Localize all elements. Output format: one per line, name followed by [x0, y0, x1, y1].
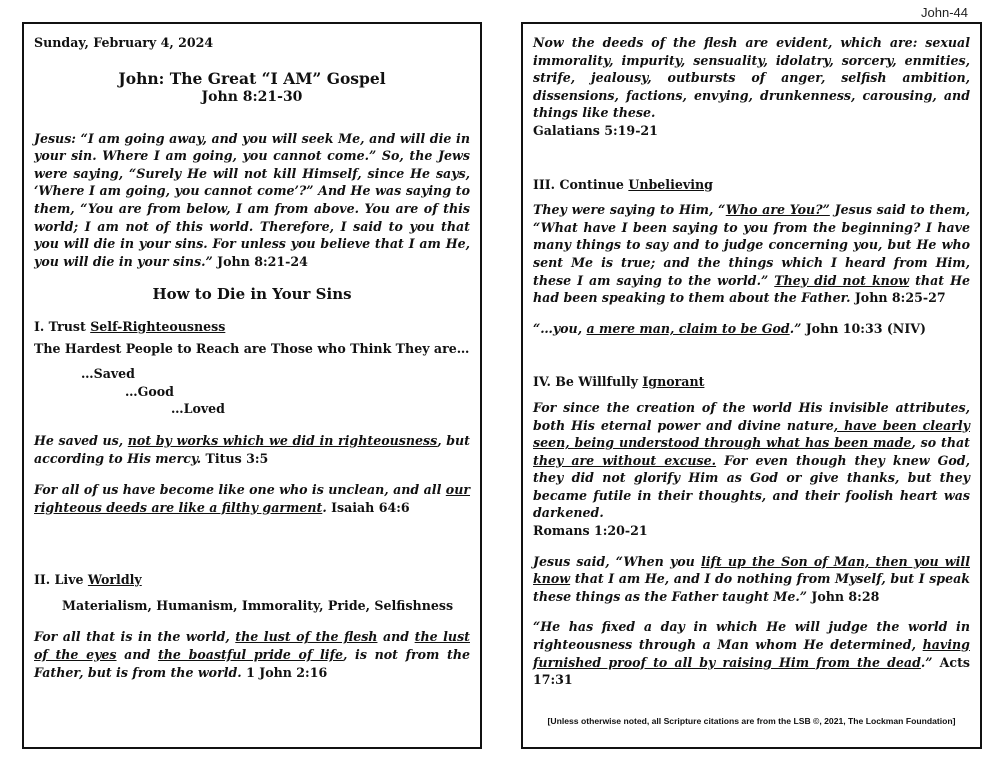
list-item-loved: …Loved [171, 401, 225, 417]
john-8-28-verse: Jesus said, “When you lift up the Son of Man, then you will know that I am He, and I do nothing from Myself, but I speak these things as the Father taught Me.” John 8:28 [533, 553, 970, 604]
page-tag: John-44 [921, 5, 968, 20]
point-3-prefix: III. Continue [533, 176, 629, 192]
john-8-25-reference: John 8:25-27 [850, 290, 946, 306]
point-2-prefix: II. Live [34, 572, 88, 588]
john-8-28-reference: John 8:28 [806, 588, 880, 604]
scripture-citation-footer: [Unless otherwise noted, all Scripture citations are from the LSB ©, 2021, The Lockman Foundation] [547, 716, 956, 727]
john-10-33-reference: John 10:33 (NIV) [801, 320, 926, 336]
list-item-saved: …Saved [81, 366, 135, 382]
point-1-statement: The Hardest People to Reach are Those who Think They are… [34, 340, 470, 356]
section-title: How to Die in Your Sins [152, 285, 352, 304]
right-panel [521, 22, 982, 749]
sermon-title: John: The Great “I AM” Gospel [118, 68, 386, 88]
1john-reference: 1 John 2:16 [241, 664, 328, 680]
1john-verse: For all that is in the world, the lust of the flesh and the lust of the eyes and the boastful pride of life, is not from the Father, but is from the world. 1 John 2:16 [34, 629, 470, 680]
point-2-heading [34, 571, 470, 589]
galatians-verse: Now the deeds of the flesh are evident, which are: sexual immorality, impurity, sensuality, idolatry, sorcery, enmities, strife, jealousy, outbursts of anger, selfish ambition, dissensions, factions, envying, drunkenness, carousing, and things like these. [533, 35, 970, 121]
point-1-keyword: Self-Righteousness [90, 318, 226, 334]
john-10-33-verse: “…you, a mere man, claim to be God.” John 10:33 (NIV) [533, 320, 926, 336]
point-2-list: Materialism, Humanism, Immorality, Pride, Selfishness [62, 597, 454, 613]
point-1-prefix: I. Trust [34, 318, 91, 334]
john-8-25-verse: They were saying to Him, “Who are You?” Jesus said to them, “What have I been saying to you from the beginning? I have many things to say and to judge concerning you, but He who sent Me is true; and the things which I heard from Him, these I am saying to the world.” They did not know that He had been speaking to them about the Father. John 8:25-27 [533, 202, 970, 306]
point-4-heading [533, 373, 970, 391]
left-panel [22, 22, 482, 749]
point-2-keyword: Worldly [87, 572, 142, 588]
titus-verse: He saved us, not by works which we did in righteousness, but according to His mercy. Titus 3:5 [34, 432, 470, 466]
point-1-heading [34, 318, 470, 336]
titus-reference: Titus 3:5 [201, 450, 269, 466]
point-4-keyword: Ignorant [642, 374, 705, 390]
isaiah-verse: For all of us have become like one who is unclean, and all our righteous deeds are like a filthy garment. Isaiah 64:6 [34, 482, 470, 515]
point-3-heading [533, 176, 970, 194]
intro-text: Jesus: “I am going away, and you will seek Me, and will die in your sin. Where I am going, you cannot come.” So, the Jews were saying, “Surely He will not kill Himself, since He says, ‘Where I am going, you cannot come’?” And He was saying to them, “You are from below, I am from above. You are of this world; I am not of this world. Therefore, I said to you that you will die in your sins. For unless you believe that I am He, you will die in your sins.” [34, 130, 470, 269]
sermon-subtitle: John 8:21-30 [201, 88, 303, 105]
intro-reference: John 8:21-24 [212, 253, 308, 269]
acts-reference: Acts 17:31 [533, 654, 971, 688]
intro-passage [34, 130, 470, 271]
point-3-keyword: Unbelieving [628, 176, 713, 192]
galatians-reference: Galatians 5:19-21 [533, 122, 658, 138]
sermon-date: Sunday, February 4, 2024 [34, 35, 214, 50]
acts-verse: “He has fixed a day in which He will judge the world in righteousness through a Man whom He determined, having furnished proof to all by raising Him from the dead.” Acts 17:31 [533, 619, 971, 688]
point-4-prefix: IV. Be Willfully [533, 374, 643, 390]
list-item-good: …Good [125, 383, 174, 399]
romans-verse: For since the creation of the world His invisible attributes, both His eternal power and divine nature, have been clearly seen, being understood through what has been made, so that they are without excuse. For even though they knew God, they did not glorify Him as God or give thanks, but they became futile in their thoughts, and their foolish heart was darkened. [533, 399, 970, 521]
isaiah-reference: Isaiah 64:6 [326, 499, 410, 515]
romans-reference: Romans 1:20-21 [533, 523, 648, 539]
